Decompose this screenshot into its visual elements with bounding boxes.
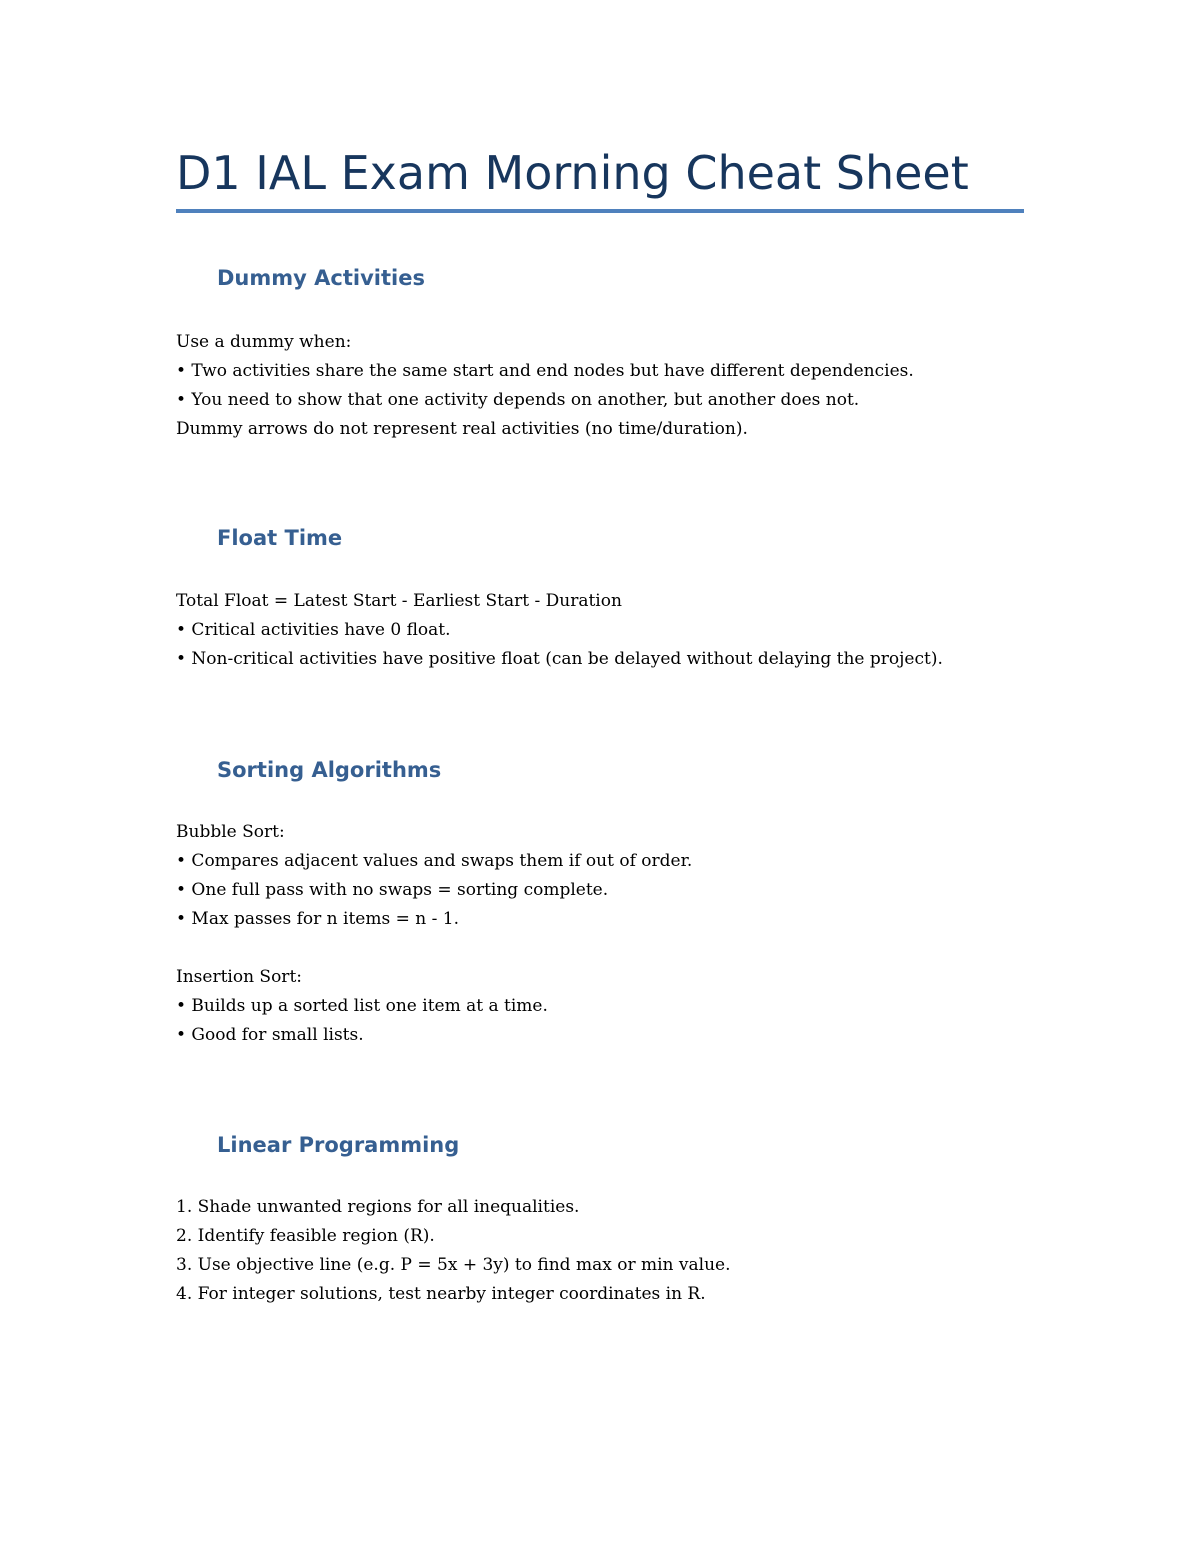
bullet-line: • Max passes for n items = n - 1. — [176, 909, 459, 929]
numbered-line: 2. Identify feasible region (R). — [176, 1226, 435, 1246]
section-sorting-algorithms-body — [176, 818, 1024, 1050]
section-dummy-activities-body — [176, 328, 1024, 444]
text-line: Dummy arrows do not represent real activities (no time/duration). — [176, 419, 748, 439]
section-float-time-body — [176, 587, 1024, 674]
heading-dummy-activities: Dummy Activities — [217, 266, 425, 290]
formula-line: Total Float = Latest Start - Earliest Start - Duration — [176, 591, 622, 611]
numbered-line: 4. For integer solutions, test nearby integer coordinates in R. — [176, 1284, 706, 1304]
heading-float-time: Float Time — [217, 526, 343, 550]
bullet-line: • Two activities share the same start and end nodes but have different dependencies. — [176, 361, 914, 381]
bullet-line: • Critical activities have 0 float. — [176, 620, 451, 640]
text-line: Use a dummy when: — [176, 332, 352, 352]
bullet-line: • Non-critical activities have positive float (can be delayed without delaying the project). — [176, 649, 943, 669]
document-title: D1 IAL Exam Morning Cheat Sheet — [176, 146, 969, 200]
bullet-line: • Good for small lists. — [176, 1025, 364, 1045]
title-underline — [176, 209, 1024, 213]
numbered-line: 1. Shade unwanted regions for all inequalities. — [176, 1197, 580, 1217]
subheading-line: Insertion Sort: — [176, 967, 302, 987]
bullet-line: • Builds up a sorted list one item at a time. — [176, 996, 548, 1016]
subheading-line: Bubble Sort: — [176, 822, 285, 842]
bullet-line: • Compares adjacent values and swaps them if out of order. — [176, 851, 693, 871]
heading-sorting-algorithms: Sorting Algorithms — [217, 758, 442, 782]
bullet-line: • One full pass with no swaps = sorting complete. — [176, 880, 609, 900]
numbered-line: 3. Use objective line (e.g. P = 5x + 3y) to find max or min value. — [176, 1255, 731, 1275]
heading-linear-programming: Linear Programming — [217, 1133, 460, 1157]
section-linear-programming-body — [176, 1193, 1024, 1309]
blank-line — [176, 934, 1024, 963]
bullet-line: • You need to show that one activity depends on another, but another does not. — [176, 390, 860, 410]
